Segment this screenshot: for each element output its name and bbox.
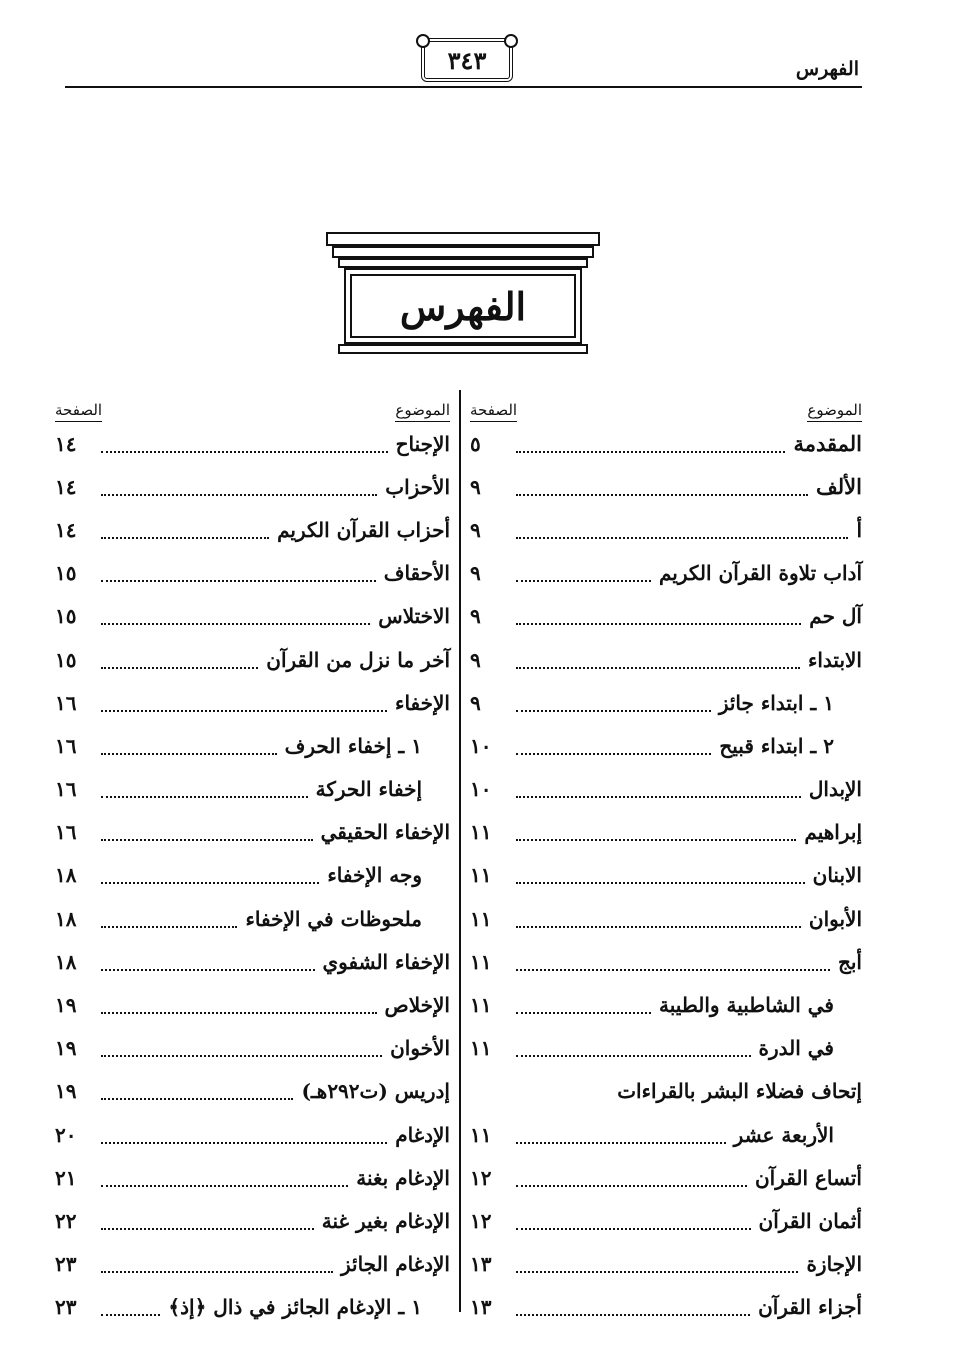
entry-topic: الأبوان <box>808 906 862 931</box>
dot-leader <box>516 1055 751 1057</box>
index-entry <box>55 508 450 551</box>
entry-topic: الإخلاص <box>384 993 450 1018</box>
entry-page: ١٥ <box>55 647 77 672</box>
entry-topic: الإدغام الجائز <box>340 1252 450 1277</box>
index-entry <box>470 811 862 854</box>
dot-leader <box>101 1098 293 1100</box>
entry-page: ٢٠ <box>55 1122 77 1147</box>
dot-leader <box>101 667 258 669</box>
column-header <box>470 388 862 422</box>
dot-leader <box>516 926 801 928</box>
dot-leader <box>101 926 237 928</box>
entry-topic: ملحوظات في الإخفاء <box>245 906 422 931</box>
entry-topic: الإدغام <box>395 1122 450 1147</box>
entry-topic: آخر ما نزل من القرآن <box>266 647 450 672</box>
index-column-right <box>470 388 862 1329</box>
dot-leader <box>516 1314 750 1316</box>
entry-page: ٩ <box>470 690 481 715</box>
dot-leader <box>101 580 376 582</box>
dot-leader <box>101 1185 348 1187</box>
entry-page: ٢٢ <box>55 1208 77 1233</box>
index-entry <box>470 552 862 595</box>
entry-page: ١٤ <box>55 517 77 542</box>
dot-leader <box>516 969 830 971</box>
dot-leader <box>516 1185 747 1187</box>
dot-leader <box>516 710 711 712</box>
entry-page: ١١ <box>470 993 492 1018</box>
entry-topic: الإبدال <box>808 777 862 802</box>
index-entry <box>55 811 450 854</box>
index-column-left <box>55 388 450 1329</box>
dot-leader <box>101 1314 160 1316</box>
frame-base <box>338 344 588 354</box>
index-entry <box>470 1070 862 1113</box>
entry-page: ٩ <box>470 604 481 629</box>
topic-header: الموضوع <box>807 401 862 422</box>
index-entry <box>470 1027 862 1070</box>
entry-page: ٩ <box>470 647 481 672</box>
dot-leader <box>516 796 801 798</box>
index-entry <box>470 1113 862 1156</box>
entry-page: ١١ <box>470 1122 492 1147</box>
topic-header: الموضوع <box>395 401 450 422</box>
index-title: الفهرس <box>344 268 582 344</box>
page-number: ٣٤٣ <box>421 38 513 82</box>
entry-page: ١٣ <box>470 1295 492 1320</box>
entry-page: ٩ <box>470 517 481 542</box>
index-entry <box>470 983 862 1026</box>
entry-topic: في الشاطبية والطيبة <box>659 993 834 1018</box>
page-header: الصفحة <box>55 401 102 422</box>
dot-leader <box>101 1271 333 1273</box>
entry-page: ١٥ <box>55 561 77 586</box>
entry-topic: إخفاء الحركة <box>315 777 422 802</box>
entry-topic: الاختلاس <box>378 604 450 629</box>
index-entry <box>55 1243 450 1286</box>
frame-cornice-lower <box>338 258 588 268</box>
entry-page: ٢٣ <box>55 1252 77 1277</box>
index-entry <box>470 940 862 983</box>
dot-leader <box>516 537 848 539</box>
dot-leader <box>516 882 805 884</box>
index-entry <box>470 1156 862 1199</box>
entry-page: ١٤ <box>55 431 77 456</box>
index-entry <box>470 508 862 551</box>
entry-topic: الأحقاف <box>383 561 450 586</box>
entry-page: ١١ <box>470 1036 492 1061</box>
entry-topic: الإخفاء <box>395 690 450 715</box>
index-entry <box>470 854 862 897</box>
index-entry <box>470 897 862 940</box>
dot-leader <box>101 839 313 841</box>
index-entry <box>55 1113 450 1156</box>
entry-topic: أثمان القرآن <box>758 1208 862 1233</box>
entry-topic: الابنان <box>812 863 862 888</box>
entry-topic: الأحزاب <box>385 474 450 499</box>
index-entry <box>55 940 450 983</box>
entry-topic: أ <box>856 517 862 542</box>
index-entry <box>55 897 450 940</box>
index-entry <box>55 983 450 1026</box>
entry-topic: إبراهيم <box>804 820 862 845</box>
index-entry <box>55 552 450 595</box>
entry-page: ٢٣ <box>55 1295 77 1320</box>
entry-page: ١٩ <box>55 993 77 1018</box>
entry-topic: الألف <box>816 474 862 500</box>
index-entry <box>470 768 862 811</box>
index-entry <box>55 854 450 897</box>
index-entry <box>55 595 450 638</box>
entry-page: ١٦ <box>55 690 77 715</box>
entry-topic: ٢ ـ ابتداء قبيح <box>719 733 834 758</box>
entry-topic: الإدغام بغير غنة <box>321 1208 450 1233</box>
entry-page: ١٠ <box>470 777 492 802</box>
entry-page: ١٩ <box>55 1036 77 1061</box>
entry-topic: الإجناح <box>395 431 450 456</box>
index-entry <box>55 1027 450 1070</box>
entry-topic: وجه الإخفاء <box>327 863 422 888</box>
index-entry <box>55 422 450 465</box>
entry-topic: ١ ـ الإدغام الجائز في ذال ﴿إذ﴾ <box>168 1295 422 1320</box>
index-entry <box>470 1243 862 1286</box>
index-entry <box>55 1070 450 1113</box>
dot-leader <box>516 494 808 496</box>
running-title: الفهرس <box>795 58 859 80</box>
dot-leader <box>101 1142 387 1144</box>
entry-page: ١٥ <box>55 604 77 629</box>
entry-page: ١٦ <box>55 733 77 758</box>
index-entry <box>55 465 450 508</box>
dot-leader <box>101 796 308 798</box>
dot-leader <box>101 753 277 755</box>
entry-page: ١٨ <box>55 863 77 888</box>
index-entry <box>55 724 450 767</box>
entry-topic: أتساع القرآن <box>754 1165 862 1190</box>
entry-topic: أجزاء القرآن <box>758 1295 862 1320</box>
dot-leader <box>101 882 319 884</box>
index-entry <box>470 681 862 724</box>
entry-topic: ١ ـ ابتداء جائز <box>718 690 834 715</box>
entry-page: ١٣ <box>470 1252 492 1277</box>
entry-page: ١٠ <box>470 733 492 758</box>
entry-page: ١٦ <box>55 820 77 845</box>
entry-topic: الإدغام بغنة <box>356 1165 450 1190</box>
entry-topic: المقدمة <box>793 431 862 457</box>
entry-topic: الإخفاء الشفوي <box>322 949 450 974</box>
entry-page: ١٤ <box>55 474 77 499</box>
dot-leader <box>101 1055 382 1057</box>
dot-leader <box>101 1012 377 1014</box>
header-rule <box>65 86 862 88</box>
dot-leader <box>516 667 800 669</box>
dot-leader <box>516 1142 726 1144</box>
dot-leader <box>101 451 388 453</box>
entry-page: ٢١ <box>55 1165 77 1190</box>
entry-page: ١٨ <box>55 906 77 931</box>
entry-page: ١١ <box>470 820 492 845</box>
column-divider <box>459 390 461 1312</box>
index-entry <box>470 724 862 767</box>
dot-leader <box>516 839 796 841</box>
dot-leader <box>101 623 370 625</box>
column-header <box>55 388 450 422</box>
entry-page: ١٢ <box>470 1165 492 1190</box>
dot-leader <box>516 1271 798 1273</box>
title-frame <box>326 232 598 360</box>
entry-topic: الأربعة عشر <box>733 1122 834 1147</box>
dot-leader <box>516 1228 751 1230</box>
dot-leader <box>101 1228 314 1230</box>
dot-leader <box>516 451 785 453</box>
entry-page: ٩ <box>470 561 481 586</box>
dot-leader <box>101 710 387 712</box>
entry-topic: الابتداء <box>807 647 862 672</box>
entry-topic: الأخوان <box>390 1036 450 1061</box>
page-header: الصفحة <box>470 401 517 422</box>
entry-page: ١٨ <box>55 949 77 974</box>
index-entry <box>55 638 450 681</box>
entry-page: ٥ <box>470 431 481 456</box>
entry-topic: آداب تلاوة القرآن الكريم <box>658 561 862 586</box>
entry-topic: أبج <box>837 949 862 974</box>
entry-page: ١١ <box>470 863 492 888</box>
index-entry <box>55 1286 450 1329</box>
entry-page: ١٢ <box>470 1208 492 1233</box>
dot-leader <box>516 580 651 582</box>
entry-topic: إتحاف فضلاء البشر بالقراءات <box>617 1079 862 1104</box>
index-entry <box>55 768 450 811</box>
index-entry <box>470 1286 862 1329</box>
dot-leader <box>101 969 315 971</box>
entry-page: ٩ <box>470 474 481 499</box>
entry-topic: آل حم <box>809 604 862 629</box>
entry-page: ١٩ <box>55 1079 77 1104</box>
entry-topic: الإجازة <box>806 1252 862 1277</box>
frame-cornice-top <box>326 232 600 246</box>
dot-leader <box>516 1012 651 1014</box>
entry-topic: الإخفاء الحقيقي <box>320 820 450 845</box>
entry-page: ١٦ <box>55 777 77 802</box>
entry-topic: ١ ـ إخفاء الحرف <box>284 733 422 758</box>
index-entry <box>55 681 450 724</box>
entry-page: ١١ <box>470 949 492 974</box>
dot-leader <box>516 753 711 755</box>
index-entry <box>470 422 862 465</box>
frame-cornice-middle <box>332 246 594 258</box>
index-entry <box>55 1156 450 1199</box>
index-entry <box>55 1199 450 1242</box>
index-entry <box>470 1199 862 1242</box>
entry-topic: في الدرة <box>758 1036 834 1061</box>
entry-topic: أحزاب القرآن الكريم <box>277 517 450 542</box>
entry-page: ١١ <box>470 906 492 931</box>
dot-leader <box>101 494 377 496</box>
index-entry <box>470 638 862 681</box>
index-entry <box>470 595 862 638</box>
index-entry <box>470 465 862 508</box>
entry-topic: إدريس (ت٢٩٢هـ) <box>301 1079 450 1104</box>
dot-leader <box>101 537 269 539</box>
dot-leader <box>516 623 801 625</box>
